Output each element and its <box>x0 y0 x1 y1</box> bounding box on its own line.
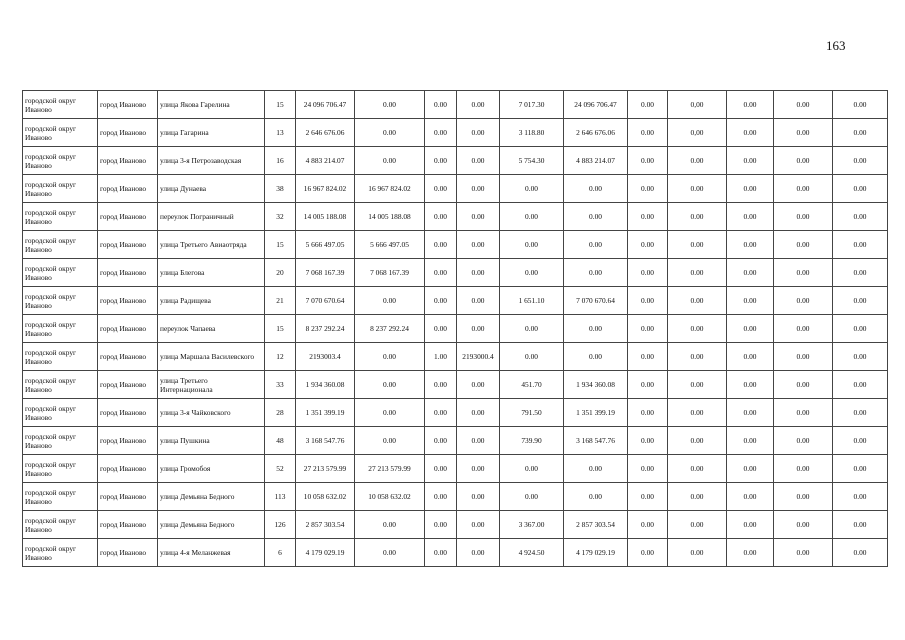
street-cell: улица 4-я Меланжевая <box>158 539 265 567</box>
value-cell: 0.00 <box>355 427 425 455</box>
city-cell: город Иваново <box>98 91 158 119</box>
value-cell: 14 005 188.08 <box>355 203 425 231</box>
length-cell: 6 <box>265 539 296 567</box>
value-cell: 0.00 <box>774 119 833 147</box>
value-cell: 5 754.30 <box>500 147 564 175</box>
value-cell: 7 068 167.39 <box>355 259 425 287</box>
total-cost-cell: 1 351 399.19 <box>296 399 355 427</box>
value-cell: 0.00 <box>833 539 888 567</box>
total-cost-cell: 2 646 676.06 <box>296 119 355 147</box>
total-cost-cell: 5 666 497.05 <box>296 231 355 259</box>
street-cell: улица Громобоя <box>158 455 265 483</box>
value-cell: 0.00 <box>628 175 668 203</box>
value-cell: 0.00 <box>355 119 425 147</box>
value-cell: 0.00 <box>457 455 500 483</box>
length-cell: 33 <box>265 371 296 399</box>
district-cell: городской округ Иваново <box>23 511 98 539</box>
street-cell: улица Демьяна Бедного <box>158 511 265 539</box>
table-row <box>23 539 888 567</box>
value-cell: 0.00 <box>457 175 500 203</box>
table-row <box>23 231 888 259</box>
value-cell: 0.00 <box>425 287 457 315</box>
street-cell: улица 3-я Петрозаводская <box>158 147 265 175</box>
value-cell: 3 118.80 <box>500 119 564 147</box>
value-cell: 0.00 <box>564 175 628 203</box>
total-cost-cell: 4 883 214.07 <box>296 147 355 175</box>
value-cell: 0,00 <box>668 119 727 147</box>
value-cell: 0.00 <box>628 91 668 119</box>
value-cell: 0.00 <box>457 511 500 539</box>
value-cell: 0.00 <box>564 483 628 511</box>
value-cell: 0.00 <box>774 91 833 119</box>
value-cell: 0.00 <box>355 343 425 371</box>
street-cell: улица Третьего Авиаотряда <box>158 231 265 259</box>
value-cell: 0.00 <box>425 483 457 511</box>
value-cell: 0.00 <box>668 259 727 287</box>
value-cell: 0.00 <box>355 511 425 539</box>
value-cell: 0.00 <box>628 203 668 231</box>
table-row <box>23 371 888 399</box>
value-cell: 0.00 <box>668 147 727 175</box>
value-cell: 10 058 632.02 <box>355 483 425 511</box>
street-cell: улица Радищева <box>158 287 265 315</box>
value-cell: 0.00 <box>425 175 457 203</box>
value-cell: 0.00 <box>500 231 564 259</box>
value-cell: 0.00 <box>500 483 564 511</box>
value-cell: 0.00 <box>727 427 774 455</box>
value-cell: 0.00 <box>774 259 833 287</box>
value-cell: 0.00 <box>355 371 425 399</box>
value-cell: 0.00 <box>500 203 564 231</box>
value-cell: 0.00 <box>727 455 774 483</box>
value-cell: 7 070 670.64 <box>564 287 628 315</box>
value-cell: 0.00 <box>564 343 628 371</box>
value-cell: 0.00 <box>425 147 457 175</box>
city-cell: город Иваново <box>98 287 158 315</box>
value-cell: 8 237 292.24 <box>355 315 425 343</box>
value-cell: 0.00 <box>425 511 457 539</box>
value-cell: 0.00 <box>457 91 500 119</box>
value-cell: 0.00 <box>628 371 668 399</box>
length-cell: 16 <box>265 147 296 175</box>
value-cell: 0.00 <box>457 119 500 147</box>
value-cell: 0.00 <box>774 147 833 175</box>
district-cell: городской округ Иваново <box>23 343 98 371</box>
value-cell: 0.00 <box>500 315 564 343</box>
total-cost-cell: 27 213 579.99 <box>296 455 355 483</box>
value-cell: 4 883 214.07 <box>564 147 628 175</box>
district-cell: городской округ Иваново <box>23 539 98 567</box>
value-cell: 0.00 <box>628 231 668 259</box>
value-cell: 0.00 <box>727 483 774 511</box>
table-row <box>23 427 888 455</box>
length-cell: 52 <box>265 455 296 483</box>
value-cell: 0.00 <box>727 539 774 567</box>
city-cell: город Иваново <box>98 119 158 147</box>
total-cost-cell: 3 168 547.76 <box>296 427 355 455</box>
street-cell: переулок Чапаева <box>158 315 265 343</box>
length-cell: 28 <box>265 399 296 427</box>
value-cell: 0.00 <box>628 315 668 343</box>
value-cell: 0.00 <box>457 427 500 455</box>
value-cell: 0.00 <box>457 147 500 175</box>
value-cell: 0.00 <box>727 259 774 287</box>
length-cell: 12 <box>265 343 296 371</box>
value-cell: 0.00 <box>500 259 564 287</box>
value-cell: 0.00 <box>628 287 668 315</box>
value-cell: 0.00 <box>355 91 425 119</box>
value-cell: 0.00 <box>833 231 888 259</box>
city-cell: город Иваново <box>98 343 158 371</box>
district-cell: городской округ Иваново <box>23 315 98 343</box>
value-cell: 0.00 <box>425 371 457 399</box>
length-cell: 20 <box>265 259 296 287</box>
length-cell: 15 <box>265 91 296 119</box>
value-cell: 0.00 <box>727 203 774 231</box>
city-cell: город Иваново <box>98 203 158 231</box>
value-cell: 2 857 303.54 <box>564 511 628 539</box>
city-cell: город Иваново <box>98 455 158 483</box>
street-cell: улица Пушкина <box>158 427 265 455</box>
value-cell: 0.00 <box>833 259 888 287</box>
total-cost-cell: 16 967 824.02 <box>296 175 355 203</box>
street-cell: переулок Пограничный <box>158 203 265 231</box>
city-cell: город Иваново <box>98 231 158 259</box>
city-cell: город Иваново <box>98 511 158 539</box>
value-cell: 5 666 497.05 <box>355 231 425 259</box>
length-cell: 15 <box>265 315 296 343</box>
value-cell: 791.50 <box>500 399 564 427</box>
value-cell: 0.00 <box>833 91 888 119</box>
total-cost-cell: 8 237 292.24 <box>296 315 355 343</box>
value-cell: 2193000.4 <box>457 343 500 371</box>
table-row <box>23 175 888 203</box>
value-cell: 0.00 <box>833 343 888 371</box>
value-cell: 0.00 <box>425 539 457 567</box>
value-cell: 0.00 <box>425 427 457 455</box>
value-cell: 0.00 <box>833 119 888 147</box>
value-cell: 0.00 <box>564 315 628 343</box>
value-cell: 0.00 <box>628 455 668 483</box>
value-cell: 0.00 <box>500 455 564 483</box>
value-cell: 0.00 <box>774 315 833 343</box>
table-row <box>23 343 888 371</box>
value-cell: 0.00 <box>727 343 774 371</box>
value-cell: 4 924.50 <box>500 539 564 567</box>
value-cell: 0.00 <box>668 343 727 371</box>
total-cost-cell: 2 857 303.54 <box>296 511 355 539</box>
value-cell: 0.00 <box>564 231 628 259</box>
value-cell: 0.00 <box>668 287 727 315</box>
value-cell: 0.00 <box>355 147 425 175</box>
value-cell: 0.00 <box>774 399 833 427</box>
value-cell: 0.00 <box>727 315 774 343</box>
value-cell: 0.00 <box>833 315 888 343</box>
street-cell: улица Маршала Василевского <box>158 343 265 371</box>
value-cell: 7 017.30 <box>500 91 564 119</box>
value-cell: 0.00 <box>628 483 668 511</box>
value-cell: 0.00 <box>457 371 500 399</box>
value-cell: 0.00 <box>668 511 727 539</box>
value-cell: 0.00 <box>457 315 500 343</box>
value-cell: 27 213 579.99 <box>355 455 425 483</box>
value-cell: 0.00 <box>774 483 833 511</box>
table-body <box>23 91 888 567</box>
value-cell: 0.00 <box>833 483 888 511</box>
district-cell: городской округ Иваново <box>23 119 98 147</box>
length-cell: 38 <box>265 175 296 203</box>
value-cell: 0.00 <box>774 539 833 567</box>
value-cell: 0.00 <box>425 119 457 147</box>
value-cell: 0.00 <box>833 511 888 539</box>
district-cell: городской округ Иваново <box>23 427 98 455</box>
value-cell: 451.70 <box>500 371 564 399</box>
value-cell: 0.00 <box>727 287 774 315</box>
table-row <box>23 511 888 539</box>
length-cell: 21 <box>265 287 296 315</box>
street-cell: улица Блегова <box>158 259 265 287</box>
value-cell: 1 934 360.08 <box>564 371 628 399</box>
value-cell: 0.00 <box>774 511 833 539</box>
value-cell: 0.00 <box>774 175 833 203</box>
value-cell: 0.00 <box>668 399 727 427</box>
value-cell: 0.00 <box>833 399 888 427</box>
value-cell: 0.00 <box>668 231 727 259</box>
value-cell: 1 351 399.19 <box>564 399 628 427</box>
total-cost-cell: 14 005 188.08 <box>296 203 355 231</box>
value-cell: 0.00 <box>668 539 727 567</box>
value-cell: 0.00 <box>727 231 774 259</box>
length-cell: 32 <box>265 203 296 231</box>
value-cell: 0.00 <box>425 455 457 483</box>
length-cell: 48 <box>265 427 296 455</box>
value-cell: 16 967 824.02 <box>355 175 425 203</box>
total-cost-cell: 7 070 670.64 <box>296 287 355 315</box>
value-cell: 0.00 <box>457 483 500 511</box>
value-cell: 1 651.10 <box>500 287 564 315</box>
value-cell: 0.00 <box>564 203 628 231</box>
value-cell: 0.00 <box>833 427 888 455</box>
value-cell: 0.00 <box>727 511 774 539</box>
city-cell: город Иваново <box>98 483 158 511</box>
value-cell: 0.00 <box>774 455 833 483</box>
value-cell: 0.00 <box>668 175 727 203</box>
value-cell: 0.00 <box>833 203 888 231</box>
value-cell: 0.00 <box>457 539 500 567</box>
district-cell: городской округ Иваново <box>23 91 98 119</box>
value-cell: 0.00 <box>668 371 727 399</box>
district-cell: городской округ Иваново <box>23 147 98 175</box>
value-cell: 0.00 <box>628 259 668 287</box>
length-cell: 13 <box>265 119 296 147</box>
city-cell: город Иваново <box>98 259 158 287</box>
city-cell: город Иваново <box>98 371 158 399</box>
table-row <box>23 455 888 483</box>
value-cell: 2 646 676.06 <box>564 119 628 147</box>
value-cell: 0.00 <box>774 371 833 399</box>
district-cell: городской округ Иваново <box>23 455 98 483</box>
district-cell: городской округ Иваново <box>23 175 98 203</box>
city-cell: город Иваново <box>98 427 158 455</box>
value-cell: 0.00 <box>355 399 425 427</box>
length-cell: 15 <box>265 231 296 259</box>
value-cell: 0.00 <box>727 399 774 427</box>
value-cell: 0.00 <box>668 203 727 231</box>
value-cell: 3 168 547.76 <box>564 427 628 455</box>
value-cell: 0.00 <box>564 455 628 483</box>
district-cell: городской округ Иваново <box>23 259 98 287</box>
city-cell: город Иваново <box>98 539 158 567</box>
value-cell: 0.00 <box>425 259 457 287</box>
value-cell: 0.00 <box>355 539 425 567</box>
table-row <box>23 119 888 147</box>
value-cell: 0.00 <box>774 343 833 371</box>
district-cell: городской округ Иваново <box>23 483 98 511</box>
value-cell: 0.00 <box>774 203 833 231</box>
table-row <box>23 147 888 175</box>
value-cell: 0.00 <box>727 371 774 399</box>
city-cell: город Иваново <box>98 175 158 203</box>
value-cell: 0.00 <box>727 119 774 147</box>
value-cell: 0.00 <box>500 175 564 203</box>
value-cell: 0.00 <box>564 259 628 287</box>
table-row <box>23 259 888 287</box>
value-cell: 0.00 <box>774 287 833 315</box>
street-cell: улица Дунаева <box>158 175 265 203</box>
street-cell: улица Демьяна Бедного <box>158 483 265 511</box>
total-cost-cell: 7 068 167.39 <box>296 259 355 287</box>
value-cell: 3 367.00 <box>500 511 564 539</box>
page-number: 163 <box>826 38 846 53</box>
value-cell: 0.00 <box>833 147 888 175</box>
value-cell: 0.00 <box>355 287 425 315</box>
value-cell: 0.00 <box>628 427 668 455</box>
value-cell: 0.00 <box>668 315 727 343</box>
table-row <box>23 483 888 511</box>
value-cell: 0.00 <box>833 371 888 399</box>
table-row <box>23 203 888 231</box>
value-cell: 0.00 <box>425 399 457 427</box>
value-cell: 0.00 <box>500 343 564 371</box>
value-cell: 0.00 <box>628 399 668 427</box>
value-cell: 0.00 <box>628 511 668 539</box>
value-cell: 4 179 029.19 <box>564 539 628 567</box>
value-cell: 24 096 706.47 <box>564 91 628 119</box>
value-cell: 0.00 <box>628 539 668 567</box>
value-cell: 0.00 <box>774 231 833 259</box>
registry-table <box>22 90 888 567</box>
value-cell: 0.00 <box>833 287 888 315</box>
value-cell: 0.00 <box>727 175 774 203</box>
value-cell: 0.00 <box>457 259 500 287</box>
value-cell: 0.00 <box>628 147 668 175</box>
table-row <box>23 315 888 343</box>
total-cost-cell: 2193003.4 <box>296 343 355 371</box>
value-cell: 0.00 <box>628 119 668 147</box>
table-row <box>23 287 888 315</box>
value-cell: 0.00 <box>727 91 774 119</box>
length-cell: 113 <box>265 483 296 511</box>
value-cell: 0.00 <box>668 455 727 483</box>
value-cell: 0.00 <box>727 147 774 175</box>
value-cell: 0.00 <box>628 343 668 371</box>
total-cost-cell: 1 934 360.08 <box>296 371 355 399</box>
city-cell: город Иваново <box>98 147 158 175</box>
length-cell: 126 <box>265 511 296 539</box>
total-cost-cell: 24 096 706.47 <box>296 91 355 119</box>
district-cell: городской округ Иваново <box>23 203 98 231</box>
value-cell: 0.00 <box>457 399 500 427</box>
city-cell: город Иваново <box>98 315 158 343</box>
value-cell: 0.00 <box>774 427 833 455</box>
value-cell: 0.00 <box>425 315 457 343</box>
district-cell: городской округ Иваново <box>23 231 98 259</box>
value-cell: 0.00 <box>425 231 457 259</box>
value-cell: 0.00 <box>457 203 500 231</box>
value-cell: 0.00 <box>425 203 457 231</box>
value-cell: 1.00 <box>425 343 457 371</box>
district-cell: городской округ Иваново <box>23 371 98 399</box>
street-cell: улица 3-я Чайковского <box>158 399 265 427</box>
value-cell: 0.00 <box>668 427 727 455</box>
value-cell: 0.00 <box>457 287 500 315</box>
value-cell: 0,00 <box>668 91 727 119</box>
value-cell: 0.00 <box>457 231 500 259</box>
total-cost-cell: 10 058 632.02 <box>296 483 355 511</box>
district-cell: городской округ Иваново <box>23 287 98 315</box>
district-cell: городской округ Иваново <box>23 399 98 427</box>
value-cell: 0.00 <box>833 175 888 203</box>
value-cell: 0.00 <box>668 483 727 511</box>
street-cell: улица Гагарина <box>158 119 265 147</box>
total-cost-cell: 4 179 029.19 <box>296 539 355 567</box>
street-cell: улица Якова Гарелина <box>158 91 265 119</box>
value-cell: 0.00 <box>833 455 888 483</box>
table-row <box>23 399 888 427</box>
street-cell: улица Третьего Интернационала <box>158 371 265 399</box>
table-row <box>23 91 888 119</box>
value-cell: 0.00 <box>425 91 457 119</box>
value-cell: 739.90 <box>500 427 564 455</box>
city-cell: город Иваново <box>98 399 158 427</box>
